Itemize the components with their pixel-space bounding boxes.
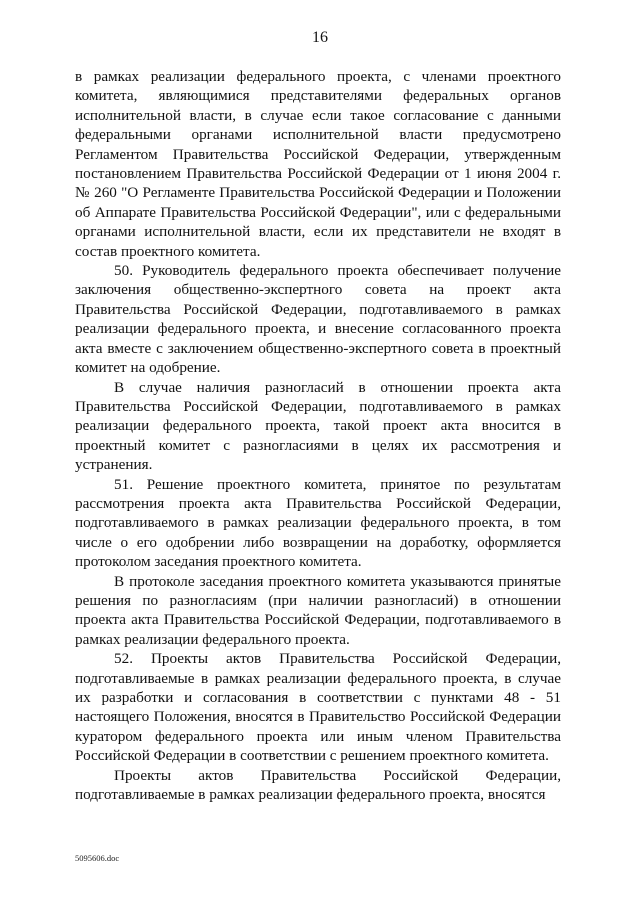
paragraph-item-52: 52. Проекты актов Правительства Российской Федерации, подготавливаемые в рамках реализации федерального проекта, в случае их разработки и согласования в соответствии с пунктами 48 - 51 настоящего Положения, вносятся в Правительство Российской Федерации куратором федерального проекта или иным членом Правительства Российской Федерации в соответствии с решением проектного комитета. — [75, 650, 561, 765]
document-body — [75, 67, 561, 804]
paragraph-item-50: 50. Руководитель федерального проекта обеспечивает получение заключения общественно-экспертного совета на проект акта Правительства Российской Федерации, подготавливаемого в рамках реализации федерального проекта, и внесение согласованного проекта акта вместе с заключением общественно-экспертного совета в проектный комитет на одобрение. — [75, 262, 561, 377]
paragraph-continued: в рамках реализации федерального проекта, с членами проектного комитета, являющимися представителями федеральных органов исполнительной власти, в случае если такое согласование с данными федеральными органами исполнительной власти предусмотрено Регламентом Правительства Российской Федерации, утвержденным постановлением Правительства Российской Федерации от 1 июня 2004 г. № 260 "О Регламенте Правительства Российской Федерации и Положении об Аппарате Правительства Российской Федерации", или с федеральными органами исполнительной власти, если их представители не входят в состав проектного комитета. — [75, 68, 561, 260]
paragraph-item-51: 51. Решение проектного комитета, принятое по результатам рассмотрения проекта акта Правительства Российской Федерации, подготавливаемого в рамках реализации федерального проекта, в том числе о его одобрении либо возвращении на доработку, оформляется протоколом заседания проектного комитета. — [75, 475, 561, 571]
paragraph-projects: Проекты актов Правительства Российской Федерации, подготавливаемые в рамках реализации федерального проекта, вносятся — [75, 766, 561, 804]
paragraph-disagreement: В случае наличия разногласий в отношении проекта акта Правительства Российской Федерации, подготавливаемого в рамках реализации федерального проекта, такой проект акта вносится в проектный комитет с разногласиями в целях их рассмотрения и устранения. — [75, 378, 561, 474]
footer-document-code: 5095606.doc — [75, 853, 120, 863]
paragraph-protocol: В протоколе заседания проектного комитета указываются принятые решения по разногласиям (при наличии разногласий) в отношении проекта акта Правительства Российской Федерации, подготавливаемого в рамках реализации федерального проекта. — [75, 572, 561, 648]
page-number: 16 — [312, 29, 328, 46]
